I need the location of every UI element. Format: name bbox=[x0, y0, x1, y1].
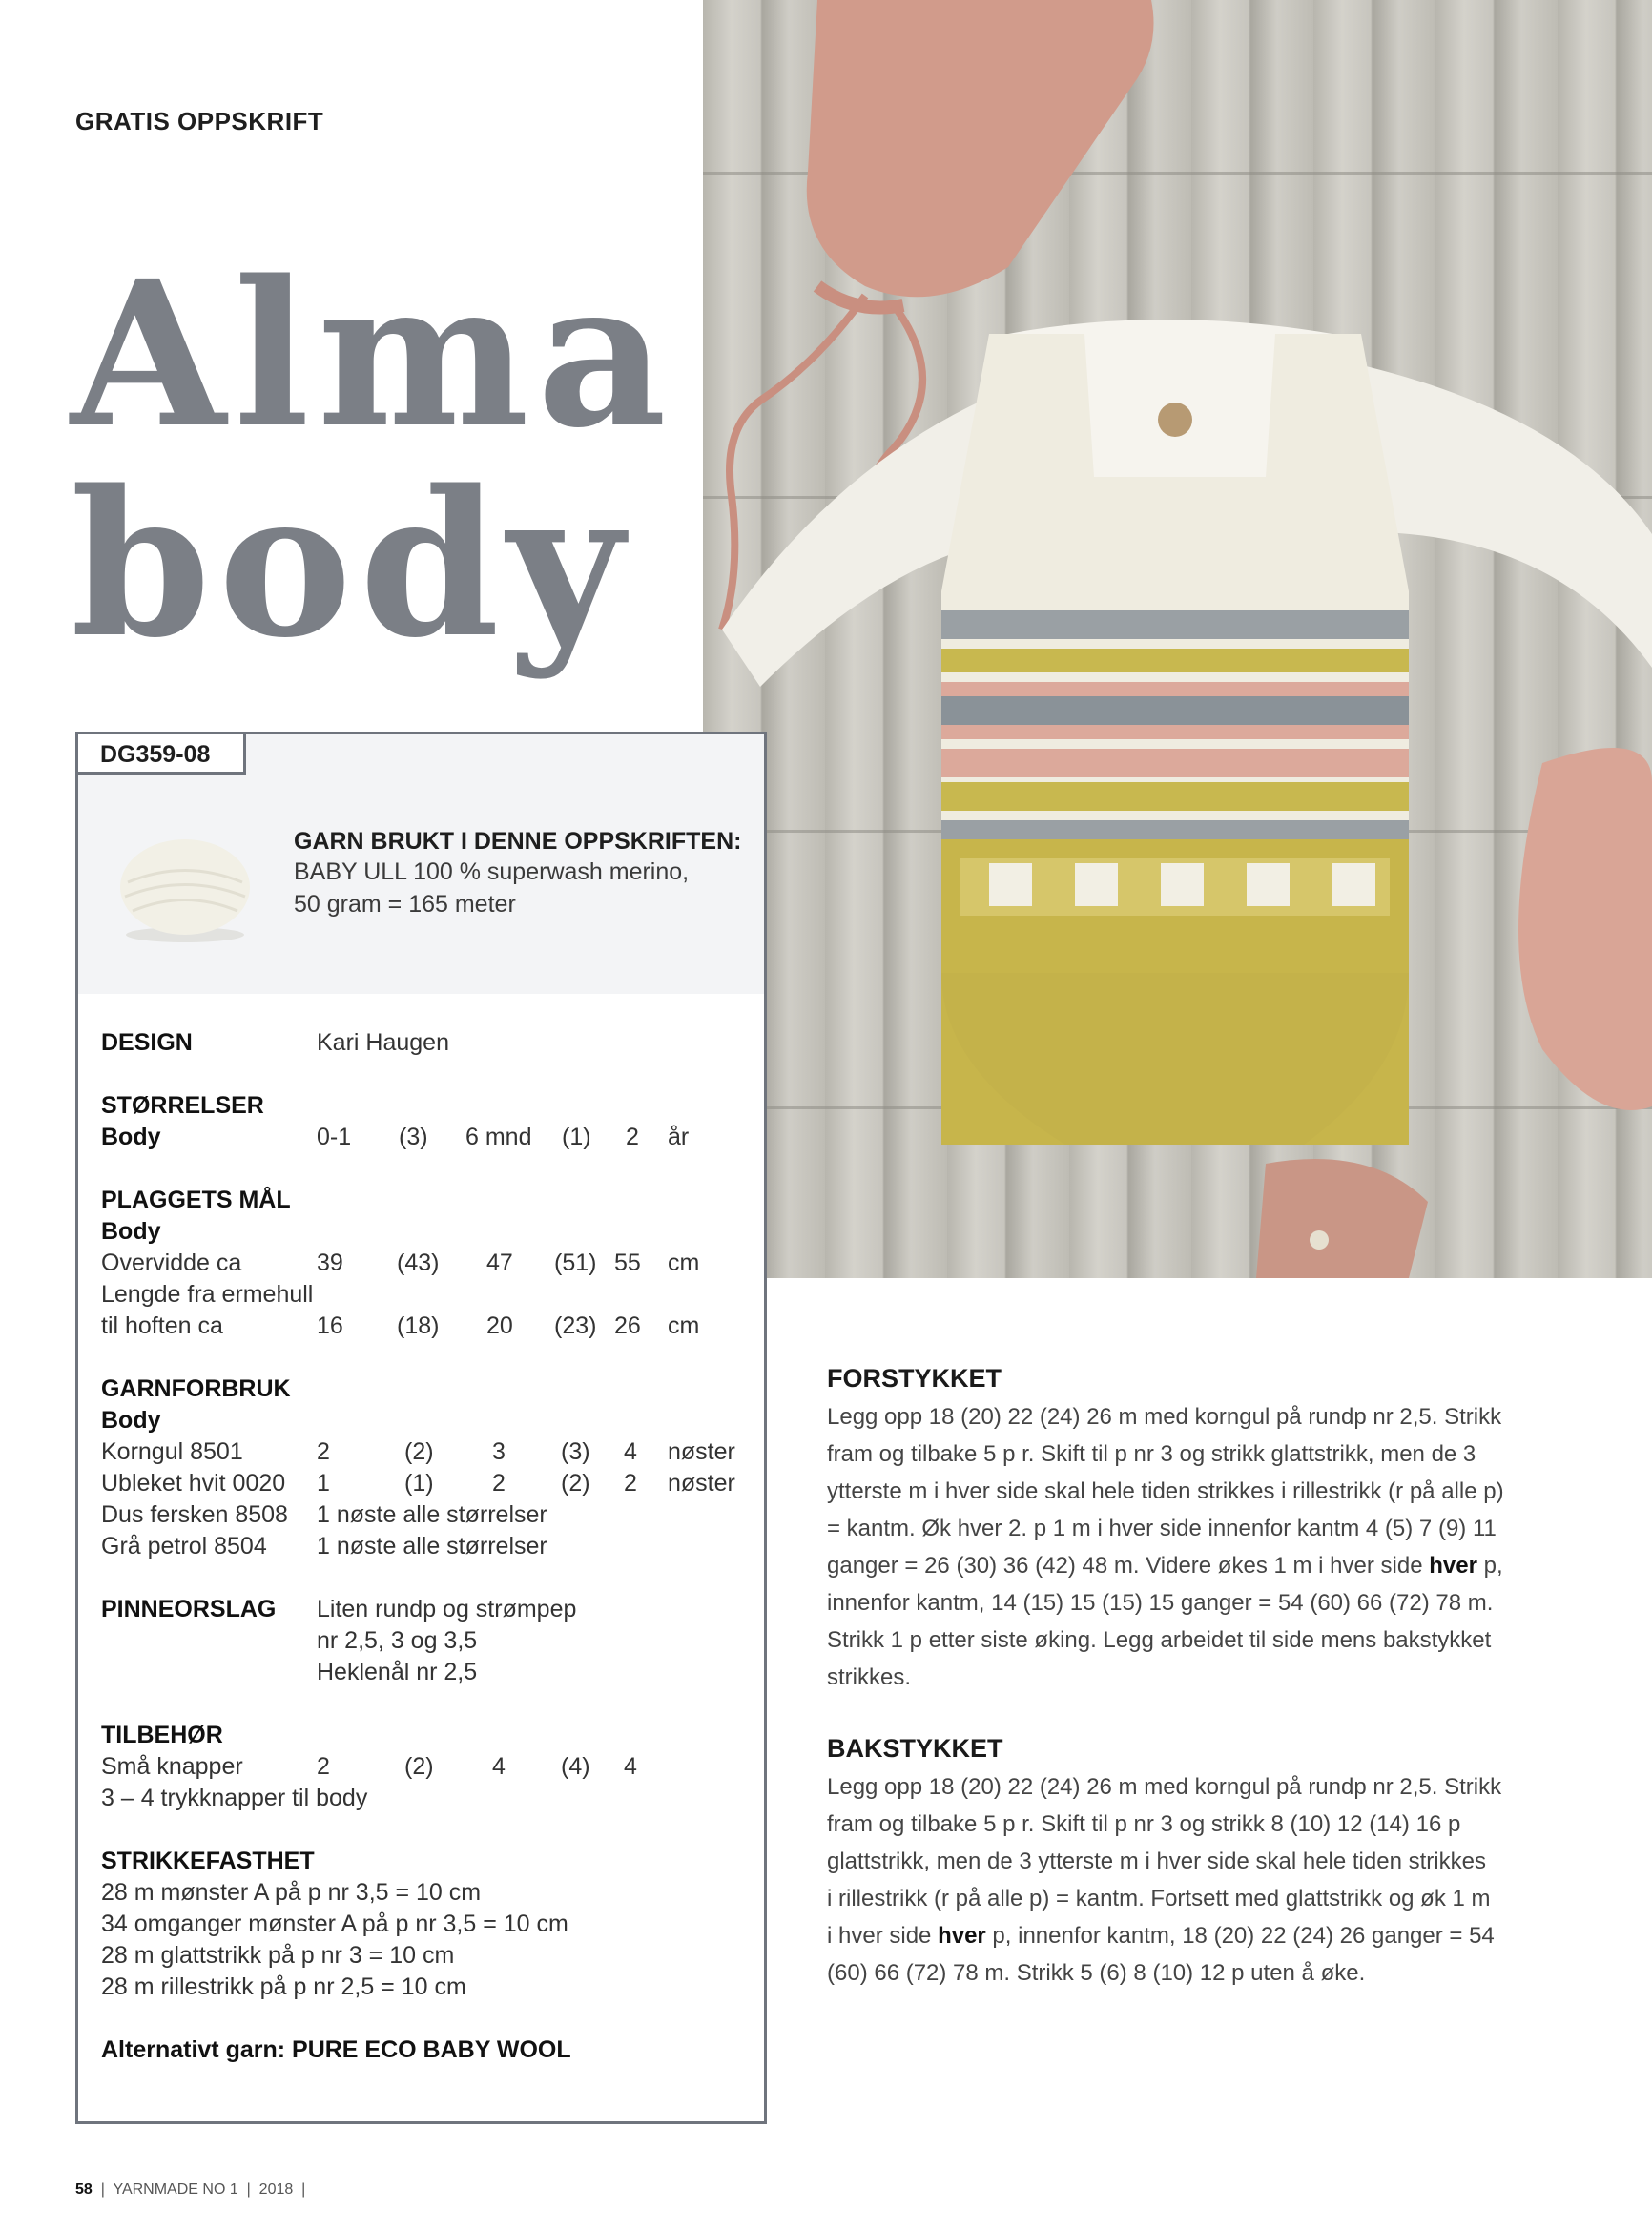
yarn-amount: 1 nøste alle størrelser bbox=[317, 1501, 547, 1528]
yarn-unit: nøster bbox=[668, 1470, 735, 1497]
text-line: glattstrikk, men de 3 ytterste m i hver side skal hele tiden strikkes bbox=[827, 1849, 1486, 1874]
size-value: 2 bbox=[626, 1124, 639, 1150]
measure-value: (18) bbox=[397, 1312, 440, 1339]
gauge-label: STRIKKEFASTHET bbox=[101, 1848, 315, 1874]
snaps-line: 3 – 4 trykknapper til body bbox=[101, 1785, 368, 1811]
yarn-use-sub: Body bbox=[101, 1407, 161, 1434]
gauge-line: 28 m glattstrikk på p nr 3 = 10 cm bbox=[101, 1942, 455, 1969]
measure-value: 47 bbox=[486, 1250, 513, 1276]
yarn-use-label: GARNFORBRUK bbox=[101, 1375, 291, 1402]
yarn-amount: (2) bbox=[404, 1438, 434, 1465]
sizes-row bbox=[101, 1122, 750, 1153]
alternative-yarn: Alternativt garn: PURE ECO BABY WOOL bbox=[101, 2036, 571, 2063]
magazine-year: 2018 bbox=[258, 2181, 294, 2198]
forstykket-heading: FORSTYKKET bbox=[827, 1364, 1002, 1393]
buttons-count: 4 bbox=[492, 1753, 506, 1780]
design-label: DESIGN bbox=[101, 1029, 193, 1056]
gauge-line: 28 m rillestrikk på p nr 2,5 = 10 cm bbox=[101, 1973, 466, 2000]
size-unit: år bbox=[668, 1124, 690, 1150]
measure-value: (51) bbox=[554, 1250, 597, 1276]
yarn-ball-icon bbox=[114, 830, 257, 944]
measure-value: 55 bbox=[614, 1250, 641, 1276]
yarn-color-name: Korngul 8501 bbox=[101, 1438, 243, 1465]
magazine-name: YARNMADE NO 1 bbox=[113, 2181, 238, 2198]
title-line-2: body bbox=[71, 446, 631, 682]
yarn-amount: 2 bbox=[317, 1438, 330, 1465]
text-line: ytterste m i hver side skal hele tiden strikkes i rillestrikk (r på alle p) bbox=[827, 1478, 1504, 1504]
title-line-1: Alma bbox=[71, 237, 674, 472]
needles-value: Liten rundp og strømpep bbox=[317, 1596, 577, 1622]
bakstykket-text bbox=[827, 1768, 1552, 1992]
yarn-amount: 2 bbox=[492, 1470, 506, 1497]
gauge-line: 34 omganger mønster A på p nr 3,5 = 10 cm bbox=[101, 1911, 568, 1937]
yarn-amount: 3 bbox=[492, 1438, 506, 1465]
accessories-label: TILBEHØR bbox=[101, 1722, 223, 1748]
yarn-use-row bbox=[101, 1436, 750, 1468]
length-label-2: til hoften ca bbox=[101, 1312, 223, 1339]
design-value: Kari Haugen bbox=[317, 1029, 449, 1056]
text-line: ganger = 26 (30) 36 (42) 48 m. Videre økes 1 m i hver side hver p, bbox=[827, 1553, 1503, 1579]
pattern-code: DG359-08 bbox=[78, 734, 246, 775]
text-line: Strikk 1 p etter siste øking. Legg arbeidet til side mens bakstykket bbox=[827, 1627, 1492, 1653]
buttons-count: (2) bbox=[404, 1753, 434, 1780]
yarn-color-name: Grå petrol 8504 bbox=[101, 1533, 267, 1560]
forstykket-text bbox=[827, 1398, 1552, 1696]
yarn-heading: GARN BRUKT I DENNE OPPSKRIFTEN: bbox=[294, 828, 742, 855]
yarn-amount: 1 bbox=[317, 1470, 330, 1497]
length-row bbox=[101, 1311, 750, 1342]
design-row bbox=[101, 1027, 449, 1059]
sizes-row-label: Body bbox=[101, 1124, 161, 1150]
buttons-count: 4 bbox=[624, 1753, 637, 1780]
measure-value: (43) bbox=[397, 1250, 440, 1276]
page-footer bbox=[75, 2181, 305, 2199]
size-value: 6 mnd bbox=[465, 1124, 532, 1150]
yarn-line-2: 50 gram = 165 meter bbox=[294, 891, 516, 918]
yarn-amount: 2 bbox=[624, 1470, 637, 1497]
bakstykket-heading: BAKSTYKKET bbox=[827, 1734, 1003, 1763]
yarn-line-1: BABY ULL 100 % superwash merino, bbox=[294, 858, 690, 885]
buttons-count: 2 bbox=[317, 1753, 330, 1780]
text-line: Legg opp 18 (20) 22 (24) 26 m med korngul på rundp nr 2,5. Strikk bbox=[827, 1774, 1502, 1800]
size-value: (1) bbox=[562, 1124, 591, 1150]
yarn-unit: nøster bbox=[668, 1438, 735, 1465]
measure-value: 26 bbox=[614, 1312, 641, 1339]
sizes-label: STØRRELSER bbox=[101, 1092, 264, 1119]
width-label: Overvidde ca bbox=[101, 1250, 242, 1276]
yarn-amount: (1) bbox=[404, 1470, 434, 1497]
text-line: i hver side hver p, innenfor kantm, 18 (20) 22 (24) 26 ganger = 54 bbox=[827, 1923, 1495, 1949]
needles-label: PINNEORSLAG bbox=[101, 1596, 277, 1622]
buttons-count: (4) bbox=[561, 1753, 590, 1780]
length-label-1: Lengde fra ermehull bbox=[101, 1281, 314, 1308]
page-title bbox=[71, 237, 674, 682]
yarn-color-name: Dus fersken 8508 bbox=[101, 1501, 288, 1528]
text-line: innenfor kantm, 14 (15) 15 (15) 15 ganger = 54 (60) 66 (72) 78 m. bbox=[827, 1590, 1494, 1616]
yarn-use-row bbox=[101, 1499, 750, 1531]
yarn-amount: (3) bbox=[561, 1438, 590, 1465]
text-line: Legg opp 18 (20) 22 (24) 26 m med korngul på rundp nr 2,5. Strikk bbox=[827, 1404, 1502, 1430]
yarn-color-name: Ubleket hvit 0020 bbox=[101, 1470, 286, 1497]
yarn-use-row bbox=[101, 1531, 750, 1562]
measures-label: PLAGGETS MÅL bbox=[101, 1187, 291, 1213]
text-line: fram og tilbake 5 p r. Skift til p nr 3 og strikk 8 (10) 12 (14) 16 p bbox=[827, 1811, 1461, 1837]
text-line: (60) 66 (72) 78 m. Strikk 5 (6) 8 (10) 12 p uten å øke. bbox=[827, 1960, 1366, 1986]
buttons-row bbox=[101, 1751, 750, 1783]
text-line: i rillestrikk (r på alle p) = kantm. Fortsett med glattstrikk og øk 1 m bbox=[827, 1886, 1491, 1911]
knitted-baby-body-photo bbox=[703, 0, 1652, 1278]
needles-value: Heklenål nr 2,5 bbox=[317, 1659, 478, 1685]
size-value: 0-1 bbox=[317, 1124, 352, 1150]
width-row bbox=[101, 1248, 750, 1279]
yarn-amount: 1 nøste alle størrelser bbox=[317, 1533, 547, 1560]
footer-separator: | bbox=[301, 2181, 306, 2198]
size-value: (3) bbox=[399, 1124, 428, 1150]
yarn-use-row bbox=[101, 1468, 750, 1499]
needles-row bbox=[101, 1594, 750, 1625]
measure-value: 16 bbox=[317, 1312, 343, 1339]
product-photo-icon bbox=[703, 0, 1652, 1278]
footer-separator: | bbox=[246, 2181, 251, 2198]
kicker: GRATIS OPPSKRIFT bbox=[75, 107, 324, 135]
measure-unit: cm bbox=[668, 1312, 700, 1339]
yarn-amount: (2) bbox=[561, 1470, 590, 1497]
footer-separator: | bbox=[100, 2181, 105, 2198]
measure-value: 39 bbox=[317, 1250, 343, 1276]
gauge-line: 28 m mønster A på p nr 3,5 = 10 cm bbox=[101, 1879, 482, 1906]
measures-sub: Body bbox=[101, 1218, 161, 1245]
page-number: 58 bbox=[75, 2181, 93, 2198]
measure-value: 20 bbox=[486, 1312, 513, 1339]
info-box bbox=[75, 732, 767, 2124]
text-line: fram og tilbake 5 p r. Skift til p nr 3 og strikk glattstrikk, men de 3 bbox=[827, 1441, 1476, 1467]
needles-value: nr 2,5, 3 og 3,5 bbox=[317, 1627, 478, 1654]
measure-value: (23) bbox=[554, 1312, 597, 1339]
yarn-amount: 4 bbox=[624, 1438, 637, 1465]
measure-unit: cm bbox=[668, 1250, 700, 1276]
buttons-label: Små knapper bbox=[101, 1753, 243, 1780]
text-line: = kantm. Øk hver 2. p 1 m i hver side innenfor kantm 4 (5) 7 (9) 11 bbox=[827, 1516, 1497, 1541]
text-line: strikkes. bbox=[827, 1664, 912, 1690]
